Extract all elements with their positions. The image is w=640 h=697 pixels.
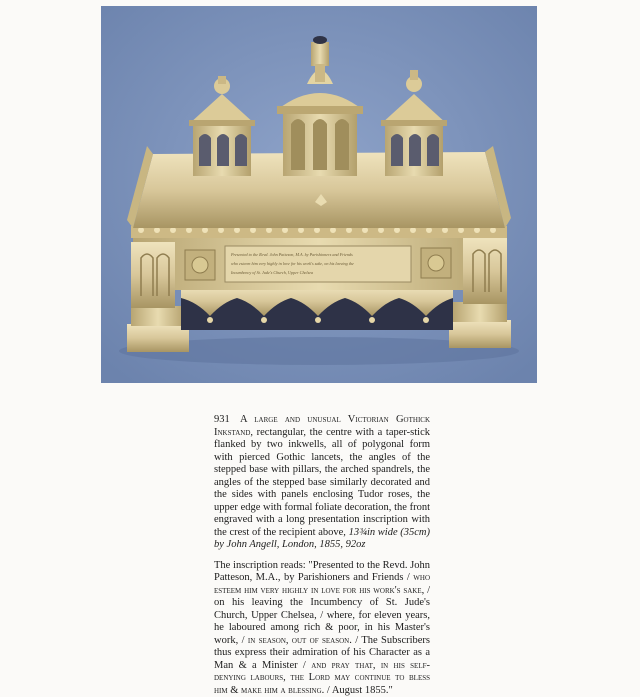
base-right-step <box>449 302 511 348</box>
lot-title: A large and unusual Victorian Gothick <box>240 414 430 425</box>
base-left-step <box>127 306 189 352</box>
plaque-line-2: who esteem him very highly in love for his work's sake, on his leaving the <box>231 261 354 267</box>
inscription-smallcaps-1: who esteem him very highly in love for his work's sake, <box>214 572 430 596</box>
inscription-middle-2: / The Subscribers thus express their admiration of his Character as a Man & a Minister / <box>214 635 430 671</box>
lot-number: 931 <box>214 414 230 425</box>
inkstand-photo <box>101 6 537 383</box>
lot-description <box>214 414 430 552</box>
lot-caption <box>214 414 430 697</box>
inscription-smallcaps-3: and pray that, in his self-denying labours, the Lord may continue to bless him & make him a blessing. <box>214 660 430 696</box>
inkstand-illustration <box>101 6 537 383</box>
inscription-transcription <box>214 560 430 697</box>
lot-dimensions-maker: 13¾in wide (35cm) by John Angell, London, <box>214 527 430 551</box>
inscription-intro: The inscription reads: "Presented to the Revd. John Patteson, M.A., by Parishioners and Friends / <box>214 560 430 584</box>
inscription-middle-1: / on his leaving the Incumbency of St. Jude's Church, Upper Chelsea, / where, for eleven years, he laboured among rich & poor, in his Master's work, / <box>214 585 430 646</box>
lot-date-weight: 1855, 92oz <box>319 539 365 550</box>
inscription-smallcaps-2: in season, out of season. <box>248 635 352 646</box>
lot-title-object: Inkstand, <box>214 427 253 438</box>
plaque-line-3: Incumbency of St. Jude's Church, Upper Chelsea <box>230 270 313 276</box>
plaque-line-1: Presented to the Revd. John Patteson, M.A. by Parishioners and Friends <box>230 252 353 258</box>
inscription-end: / August 1855." <box>327 685 393 696</box>
lot-description-text: rectangular, the centre with a taper-stick flanked by two inkwells, all of polygonal form with pierced Gothic lancets, the angles of the stepped base with pillars, the arched spandrels, the angles of the stepped base similarly decorated and the sides with panels enclosing Tudor roses, the upper edge with formal foliate decoration, the front engraved with a long presentation inscription with the crest of the recipient above, <box>214 427 430 538</box>
